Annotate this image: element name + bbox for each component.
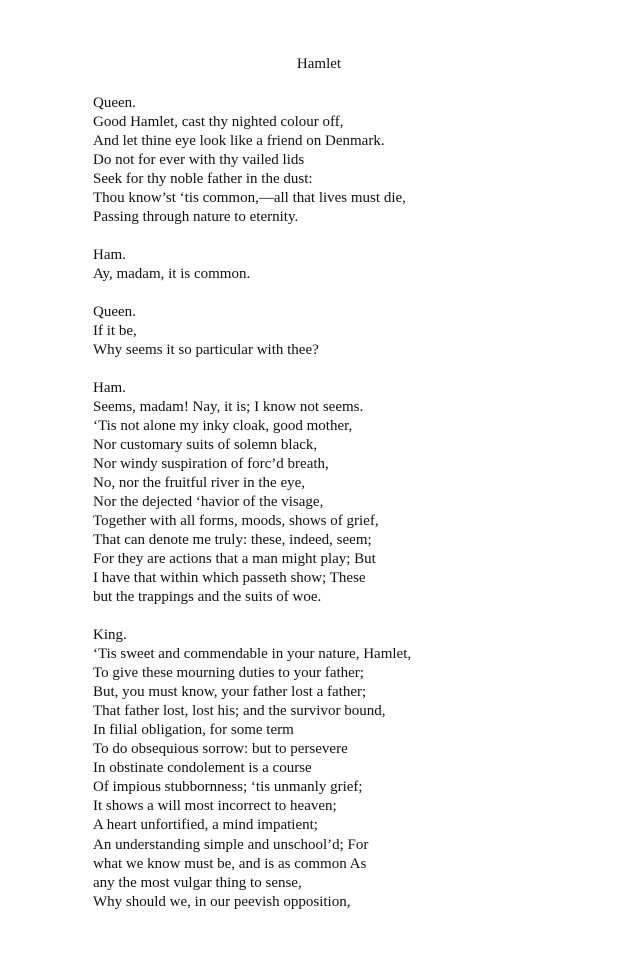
verse-line: That can denote me truly: these, indeed, seem;: [93, 532, 372, 548]
verse-line: Nor windy suspiration of forc’d breath,: [93, 456, 329, 472]
verse-line: To give these mourning duties to your father;: [93, 665, 364, 682]
verse-line: Thou know’st ‘tis common,—all that lives must die,: [93, 190, 406, 206]
verse-line: But, you must know, your father lost a father;: [93, 684, 367, 701]
speaker-name: King.: [93, 627, 127, 643]
speech-queen-2: [93, 303, 613, 360]
verse-line: ‘Tis not alone my inky cloak, good mother,: [93, 418, 353, 434]
speech-hamlet-1: [93, 246, 613, 284]
verse-line: Seems, madam! Nay, it is; I know not seems.: [93, 399, 364, 415]
play-text: [93, 94, 613, 931]
verse-line: An understanding simple and unschool’d; For: [93, 836, 369, 853]
verse-line: Together with all forms, moods, shows of grief,: [93, 513, 379, 529]
verse-line: Good Hamlet, cast thy nighted colour off,: [93, 114, 344, 130]
verse-line: No, nor the fruitful river in the eye,: [93, 475, 306, 491]
verse-line: In filial obligation, for some term: [93, 722, 294, 739]
verse-line: Passing through nature to eternity.: [93, 209, 299, 225]
verse-line: To do obsequious sorrow: but to persevere: [93, 741, 348, 758]
verse-line: Of impious stubbornness; ‘tis unmanly grief;: [93, 779, 363, 796]
page-title: Hamlet: [296, 56, 342, 72]
verse-line: what we know must be, and is as common As: [93, 855, 367, 872]
verse-line: Why should we, in our peevish opposition,: [93, 893, 351, 910]
speaker-name: Queen.: [93, 95, 136, 111]
verse-line: Do not for ever with thy vailed lids: [93, 152, 305, 168]
verse-line: It shows a will most incorrect to heaven;: [93, 798, 337, 815]
speaker-name: Ham.: [93, 380, 126, 396]
verse-line: That father lost, lost his; and the survivor bound,: [93, 703, 386, 720]
speaker-name: Queen.: [93, 304, 136, 320]
verse-line: Seek for thy noble father in the dust:: [93, 171, 313, 187]
speech-hamlet-2: [93, 379, 613, 607]
verse-line: For they are actions that a man might play; But: [93, 551, 376, 567]
verse-line: In obstinate condolement is a course: [93, 760, 312, 777]
speech-queen-1: [93, 94, 613, 227]
verse-line: Why seems it so particular with thee?: [93, 342, 319, 358]
verse-line: ‘Tis sweet and commendable in your nature, Hamlet,: [93, 646, 412, 663]
verse-line: Nor customary suits of solemn black,: [93, 437, 318, 453]
verse-line: And let thine eye look like a friend on Denmark.: [93, 133, 385, 149]
verse-line: any the most vulgar thing to sense,: [93, 874, 302, 891]
verse-line: Nor the dejected ‘havior of the visage,: [93, 494, 324, 510]
verse-line: I have that within which passeth show; These: [93, 570, 366, 586]
verse-line: but the trappings and the suits of woe.: [93, 589, 322, 605]
verse-line: A heart unfortified, a mind impatient;: [93, 817, 318, 834]
speech-king-1: [93, 626, 613, 912]
verse-line: Ay, madam, it is common.: [93, 266, 251, 282]
speaker-name: Ham.: [93, 247, 126, 263]
verse-line: If it be,: [93, 323, 137, 339]
